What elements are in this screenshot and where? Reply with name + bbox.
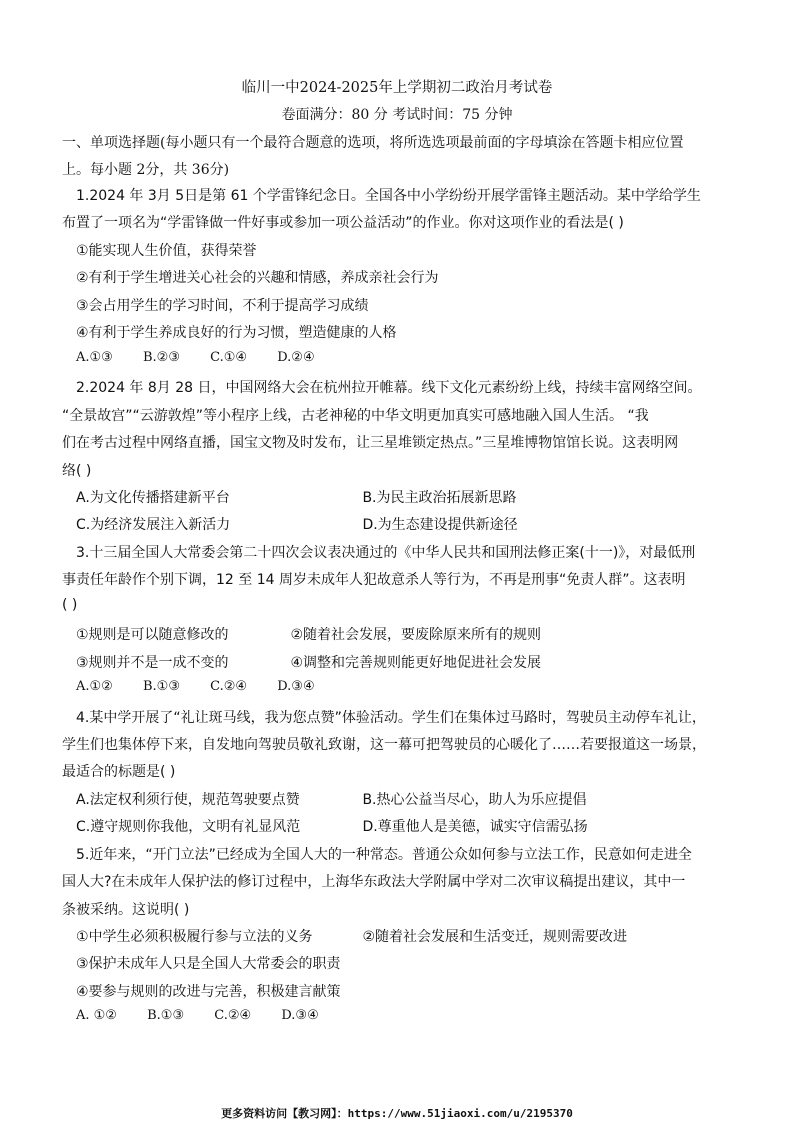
q5-stem-line3: 条被采纳。这说明( ) (62, 902, 190, 918)
q4-option-a[interactable]: A.法定权利须行使，规范驾驶要点赞 (76, 792, 300, 808)
q3-stem-line1: 3.十三届全国人大常委会第二十四次会议表决通过的《中华人民共和国刑法修正案(十一)》，对最低刑 (76, 545, 696, 561)
q5-option-b[interactable]: B.①③ (147, 1008, 185, 1023)
q3-statements-row2 (76, 652, 541, 672)
q2-options-row1 (76, 487, 517, 507)
q5-statement-2: ②随着社会发展和生活变迁，规则需要改进 (362, 929, 628, 945)
q2-stem-line1: 2.2024 年 8月 28 日，中国网络大会在杭州拉开帷幕。线下文化元素纷纷上线，持续丰富网络空间。 (76, 380, 702, 396)
q3-option-c[interactable]: C.②④ (210, 679, 248, 694)
q5-stem-line1: 5.近年来，“开门立法”已经成为全国人大的一种常态。普通公众如何参与立法工作，民意如何走进全 (76, 847, 692, 863)
q5-option-d[interactable]: D.③④ (281, 1008, 319, 1023)
q5-statements-row1 (76, 926, 627, 946)
q4-stem-line1: 4.某中学开展了“礼让斑马线，我为您点赞”体验活动。学生们在集体过马路时，驾驶员主动停车礼让， (76, 710, 706, 726)
q1-option-c[interactable]: C.①④ (210, 350, 248, 365)
q2-option-b[interactable]: B.为民主政治拓展新思路 (362, 490, 517, 506)
q1-option-d[interactable]: D.②④ (277, 350, 315, 365)
q2-stem-line3: 们在考古过程中网络直播，国宝文物及时发布，让三星堆锁定热点。”三星堆博物馆馆长说。这表明网 (62, 435, 679, 451)
q5-stem-line2: 国人大?在未成年人保护法的修订过程中，上海华东政法大学附属中学对二次审议稿提出建议，其中一 (62, 874, 686, 890)
q3-stem-line2: 事责任年龄作个别下调，12 至 14 周岁未成年人犯故意杀人等行为，不再是刑事“免责人群”。这表明 (62, 572, 686, 588)
exam-subtitle: 卷面满分：80 分 考试时间：75 分钟 (281, 107, 513, 123)
q3-statement-1: ①规则是可以随意修改的 (76, 627, 229, 643)
q2-options-row2 (76, 514, 518, 534)
q4-options-row1 (76, 789, 587, 809)
q3-statement-4: ④调整和完善规则能更好地促进社会发展 (290, 655, 542, 671)
q4-option-b[interactable]: B.热心公益当尽心，助人为乐应提倡 (362, 792, 587, 808)
exam-title: 临川一中2024-2025年上学期初二政治月考试卷 (241, 80, 553, 96)
q1-option-a[interactable]: A.①③ (76, 350, 113, 365)
section-heading-line2: 上。每小题 2分，共 36分) (62, 162, 230, 178)
q3-statement-3: ③规则并不是一成不变的 (76, 655, 229, 671)
q4-option-c[interactable]: C.遵守规则你我他，文明有礼显风范 (76, 819, 301, 835)
q1-statement-2: ②有利于学生增进关心社会的兴趣和情感，养成亲社会行为 (76, 270, 439, 286)
q5-statement-4: ④要参与规则的改进与完善，积极建言献策 (76, 984, 341, 1000)
q1-statement-4: ④有利于学生养成良好的行为习惯，塑造健康的人格 (76, 325, 397, 341)
section-heading-line1: 一、单项选择题(每小题只有一个最符合题意的选项，将所选选项最前面的字母填涂在答题卡相应位置 (62, 135, 684, 151)
q3-option-a[interactable]: A.①② (76, 679, 113, 694)
q5-option-a[interactable]: A. ①② (76, 1008, 117, 1023)
q3-options (76, 679, 341, 694)
q4-options-row2 (76, 816, 588, 836)
q3-stem-line3: ( ) (62, 597, 78, 613)
q3-option-b[interactable]: B.①③ (142, 679, 180, 694)
q5-option-c[interactable]: C.②④ (214, 1008, 252, 1023)
q1-statement-1: ①能实现人生价值，获得荣誉 (76, 243, 257, 259)
footer-link[interactable]: 更多资料访问【教习网】：https://www.51jiaoxi.com/u/2195370 (221, 1107, 573, 1120)
q2-stem-line2: “全景故宫”“云游敦煌”等小程序上线，古老神秘的中华文明更加真实可感地融入国人生活。 “我 (62, 408, 649, 424)
q4-option-d[interactable]: D.尊重他人是美德，诚实守信需弘扬 (362, 819, 588, 835)
q5-statement-3: ③保护未成年人只是全国人大常委会的职责 (76, 956, 341, 972)
q2-option-a[interactable]: A.为文化传播搭建新平台 (76, 490, 230, 506)
q3-statement-2: ②随着社会发展，要废除原来所有的规则 (290, 627, 542, 643)
q3-statements-row1 (76, 624, 541, 644)
q1-options (76, 350, 341, 365)
q4-stem-line3: 最适合的标题是( ) (62, 764, 176, 780)
q4-stem-line2: 学生们也集体停下来，自发地向驾驶员敬礼致谢，这一幕可把驾驶员的心暖化了……若要报道这一场景， (62, 737, 706, 753)
q2-stem-line4: 络( ) (62, 463, 92, 479)
q1-stem-line1: 1.2024 年 3月 5日是第 61 个学雷锋纪念日。全国各中小学纷纷开展学雷锋主题活动。某中学给学生 (76, 188, 701, 204)
q3-option-d[interactable]: D.③④ (277, 679, 315, 694)
q1-stem-line2: 布置了一项名为“学雷锋做一件好事或参加一项公益活动”的作业。你对这项作业的看法是( ) (62, 215, 624, 231)
q5-options (76, 1008, 345, 1023)
q2-option-d[interactable]: D.为生态建设提供新途径 (362, 517, 518, 533)
q1-option-b[interactable]: B.②③ (142, 350, 180, 365)
q5-statement-1: ①中学生必须积极履行参与立法的义务 (76, 929, 313, 945)
q2-option-c[interactable]: C.为经济发展注入新活力 (76, 517, 231, 533)
q1-statement-3: ③会占用学生的学习时间，不利于提高学习成绩 (76, 298, 369, 314)
